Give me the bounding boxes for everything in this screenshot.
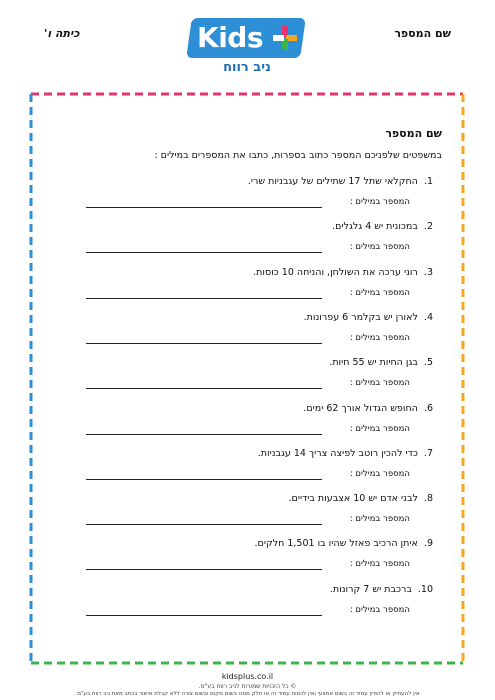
answer-label: המספר במילים : xyxy=(349,604,410,615)
question-item xyxy=(330,584,433,595)
question-number: 3. xyxy=(423,266,433,278)
question-number: 2. xyxy=(423,221,433,233)
answer-line[interactable] xyxy=(86,615,322,616)
question-number: 9. xyxy=(423,538,433,550)
answer-label: המספר במילים : xyxy=(349,423,410,434)
section-title: שם המספר xyxy=(385,127,442,140)
answer-label: המספר במילים : xyxy=(349,287,410,298)
question-item xyxy=(255,538,433,549)
header-grade: כיתה ו' xyxy=(44,27,80,40)
question-text: לאורן יש בקלמר 6 עפרונות. xyxy=(303,311,418,323)
answer-line[interactable] xyxy=(86,298,322,299)
answer-line[interactable] xyxy=(86,252,322,253)
answer-label: המספר במילים : xyxy=(349,514,410,525)
question-item xyxy=(253,267,433,278)
instructions: במשפטים שלפניכם המספר כתוב בספרות, כתבו את המספרים במילים : xyxy=(154,150,442,161)
question-text: כדי להכין רוטב לפיצה צריך 14 עגבניות. xyxy=(257,447,418,459)
question-text: החקלאי שתל 17 שתילים של עגבניות שרי. xyxy=(247,176,418,187)
question-text: לבני אדם יש 10 אצבעות בידיים. xyxy=(288,493,418,505)
question-item xyxy=(248,176,433,187)
answer-label: המספר במילים : xyxy=(349,332,410,343)
answer-line[interactable] xyxy=(86,434,322,435)
answer-label: המספר במילים : xyxy=(349,468,410,479)
question-number: 4. xyxy=(423,311,433,323)
question-number: 10. xyxy=(417,583,433,595)
question-text: ברכבת יש 7 קרונות. xyxy=(329,583,412,595)
answer-label: המספר במילים : xyxy=(349,559,410,570)
question-text: החופש הגדול אורך 62 ימים. xyxy=(303,402,418,414)
question-number: 5. xyxy=(423,357,433,369)
answer-line[interactable] xyxy=(86,569,322,570)
question-item xyxy=(303,403,433,414)
answer-label: המספר במילים : xyxy=(349,242,410,253)
answer-line[interactable] xyxy=(86,388,322,389)
question-item xyxy=(304,312,433,323)
question-item xyxy=(289,493,433,504)
question-number: 7. xyxy=(423,447,433,459)
answer-label: המספר במילים : xyxy=(349,378,410,389)
logo-text: Kids xyxy=(197,21,264,54)
plus-icon xyxy=(273,26,297,50)
footer-url[interactable]: kidsplus.co.il xyxy=(221,672,274,681)
question-item xyxy=(332,221,433,232)
kids-logo xyxy=(183,18,311,80)
logo-subtitle: ניב רווח xyxy=(223,60,271,75)
footer-note: אין להעתיק או להפיץ עמוד זה בשום אמצעי ואין לכסות עמוד זה או חלק ממנו בשום מקום ובשום צורה ללא קבלת אישור בכתב מאת ניב רווח בע"מ. xyxy=(75,691,420,697)
question-number: 8. xyxy=(423,493,433,505)
answer-line[interactable] xyxy=(86,524,322,525)
footer-copyright: © כל הזכויות שמורות לניב רווח בע"מ. xyxy=(198,683,297,690)
question-text: בגן החיות יש 55 חיות. xyxy=(329,357,418,369)
question-number: 1. xyxy=(423,176,433,187)
question-text: איתן הרכיב פאזל שהיו בו 1,501 חלקים. xyxy=(254,538,418,550)
question-text: במכונית יש 4 גלגלים. xyxy=(332,221,418,233)
question-item xyxy=(329,357,433,368)
answer-line[interactable] xyxy=(86,207,322,208)
answer-label: המספר במילים : xyxy=(349,197,410,207)
answer-line[interactable] xyxy=(86,479,322,480)
answer-line[interactable] xyxy=(86,343,322,344)
question-item xyxy=(258,448,433,459)
question-text: רוני ערכה את השולחן, והניחה 10 כוסות. xyxy=(253,266,418,278)
header-title: שם המספר xyxy=(394,27,451,40)
question-number: 6. xyxy=(423,402,433,414)
